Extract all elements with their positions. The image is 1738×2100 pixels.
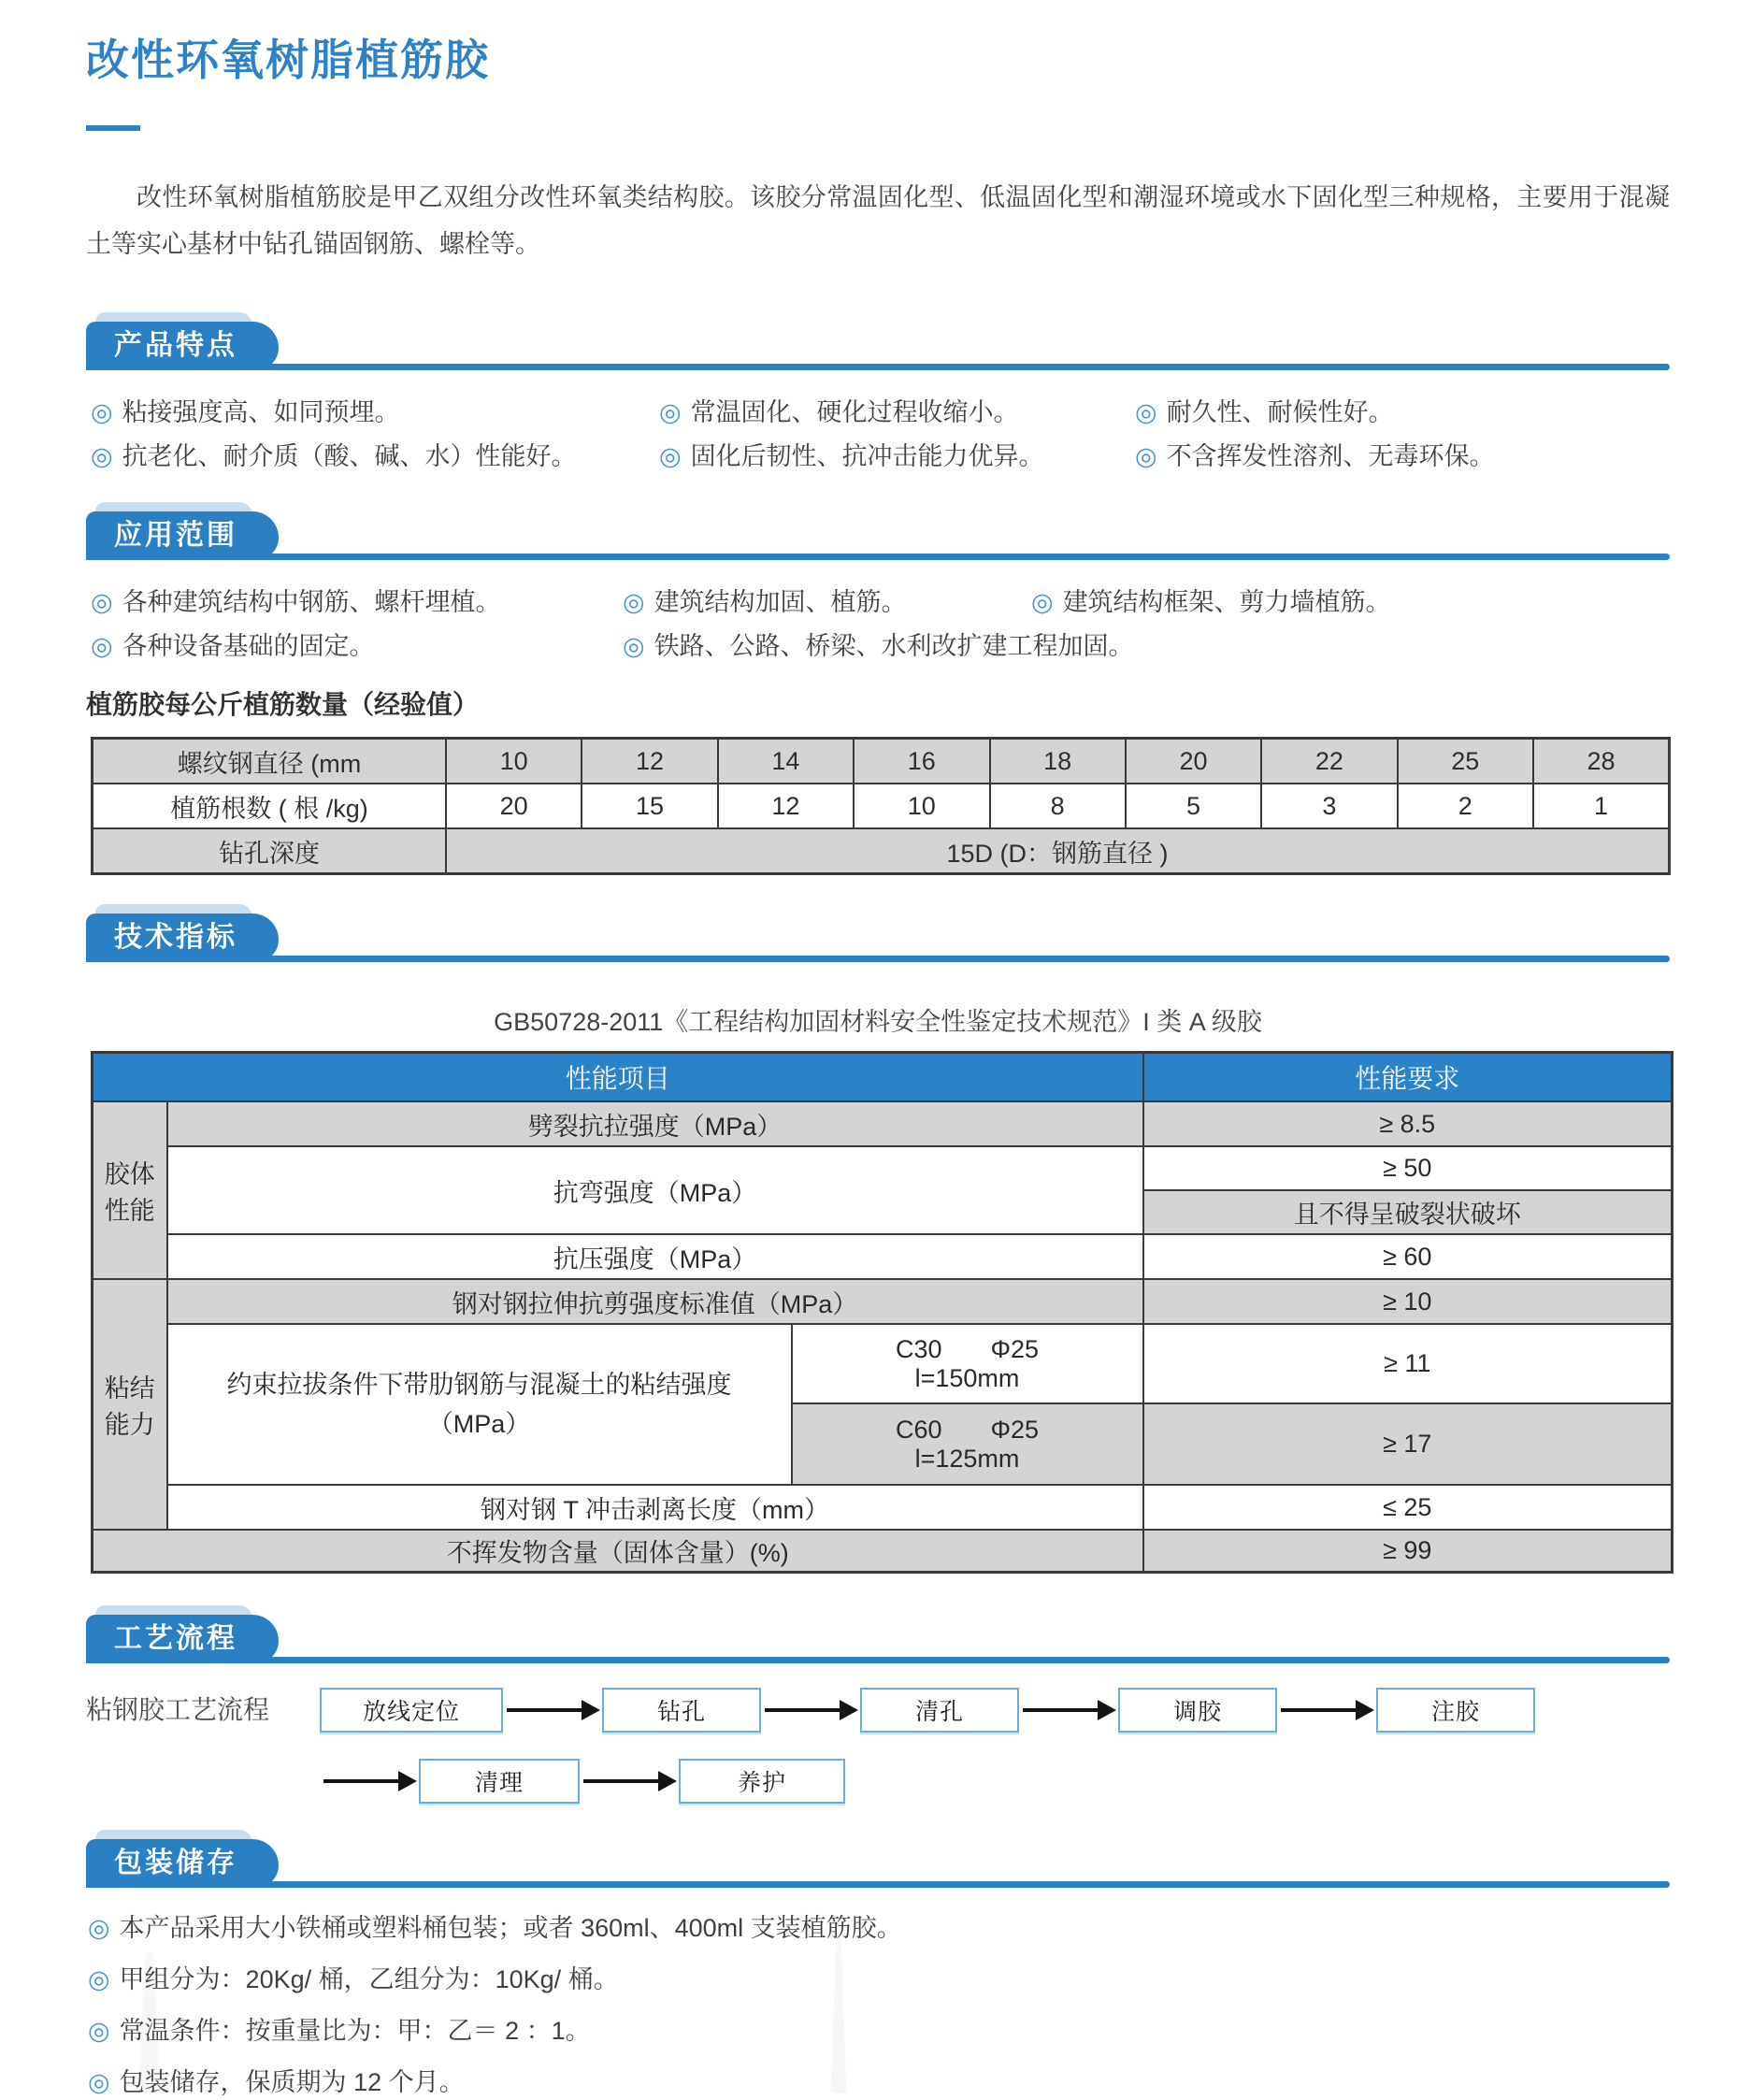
requirement-cell: ≥ 99 bbox=[1143, 1530, 1673, 1572]
arrow-right-icon bbox=[1019, 1690, 1118, 1731]
packaging-list bbox=[86, 1910, 1670, 2100]
arrow-right-icon bbox=[761, 1690, 860, 1731]
section-badge-applications: 应用范围 bbox=[86, 511, 279, 560]
bullet-icon: ◎ bbox=[1135, 398, 1157, 426]
requirement-cell: ≥ 11 bbox=[1143, 1324, 1673, 1403]
table-row bbox=[93, 1279, 1673, 1324]
cell: 10 bbox=[854, 784, 989, 828]
cell: 2 bbox=[1398, 784, 1533, 828]
list-item-text: 甲组分为：20Kg/ 桶，乙组分为：10Kg/ 桶。 bbox=[119, 1964, 619, 1993]
bullet-icon: ◎ bbox=[91, 398, 113, 426]
cell: 25 bbox=[1398, 739, 1533, 784]
concrete-grade: C30 bbox=[895, 1334, 942, 1363]
property-cell: 抗压强度（MPa） bbox=[167, 1234, 1143, 1279]
row-label: 螺纹钢直径 (mm bbox=[93, 739, 447, 784]
bullet-icon: ◎ bbox=[623, 588, 645, 616]
cell: 8 bbox=[990, 784, 1126, 828]
section-badge-tech: 技术指标 bbox=[86, 913, 279, 962]
list-item bbox=[88, 2064, 1670, 2100]
list-item-text: 不含挥发性溶剂、无毒环保。 bbox=[1166, 442, 1495, 470]
column-header: 性能项目 bbox=[93, 1053, 1143, 1102]
bullet-icon: ◎ bbox=[659, 398, 682, 426]
arrow-right-icon bbox=[1277, 1690, 1376, 1731]
section-header-packaging bbox=[86, 1833, 1670, 1888]
cell: 5 bbox=[1126, 784, 1261, 828]
list-item-text: 本产品采用大小铁桶或塑料桶包装；或者 360ml、400ml 支装植筋胶。 bbox=[119, 1913, 902, 1942]
list-item bbox=[91, 628, 623, 664]
condition-line bbox=[798, 1416, 1137, 1445]
page-title: 改性环氧树脂植筋胶 bbox=[86, 36, 490, 84]
standard-reference: GB50728-2011《工程结构加固材料安全性鉴定技术规范》I 类 A 级胶 bbox=[494, 1008, 1262, 1036]
requirement-cell: ≤ 25 bbox=[1143, 1485, 1673, 1530]
condition-cell bbox=[792, 1324, 1143, 1403]
bullet-icon: ◎ bbox=[659, 442, 682, 470]
process-flow-area bbox=[86, 1688, 1670, 1804]
table-row bbox=[93, 1146, 1673, 1190]
cell: 16 bbox=[854, 739, 989, 784]
section-badge-process: 工艺流程 bbox=[86, 1615, 279, 1663]
property-cell: 抗弯强度（MPa） bbox=[167, 1146, 1143, 1234]
list-item-text: 抗老化、耐介质（酸、碱、水）性能好。 bbox=[122, 442, 577, 470]
intro-paragraph: 改性环氧树脂植筋胶是甲乙双组分改性环氧类结构胶。该胶分常温固化型、低温固化型和潮湿环境或水下固化型三种规格，主要用于混凝土等实心基材中钻孔锚固钢筋、螺栓等。 bbox=[86, 183, 1670, 258]
table-row bbox=[93, 1485, 1673, 1530]
bar-diameter: Φ25 bbox=[990, 1415, 1040, 1444]
row-label: 植筋根数 ( 根 /kg) bbox=[93, 784, 447, 828]
cell: 1 bbox=[1533, 784, 1670, 828]
group-label: 粘结能力 bbox=[93, 1279, 167, 1530]
section-rule bbox=[86, 1881, 1670, 1888]
list-item-text: 各种建筑结构中钢筋、螺杆埋植。 bbox=[122, 588, 501, 616]
requirement-cell: 且不得呈破裂状破坏 bbox=[1143, 1190, 1673, 1234]
concrete-grade: C60 bbox=[895, 1415, 942, 1444]
flow-step: 养护 bbox=[679, 1759, 845, 1804]
list-item bbox=[1135, 395, 1670, 430]
cell: 18 bbox=[990, 739, 1126, 784]
list-item bbox=[1135, 439, 1670, 474]
group-label: 胶体性能 bbox=[93, 1101, 167, 1279]
table-header-row bbox=[93, 1053, 1673, 1102]
property-cell: 劈裂抗拉强度（MPa） bbox=[167, 1101, 1143, 1146]
table-row bbox=[93, 1101, 1673, 1146]
cell: 28 bbox=[1533, 739, 1670, 784]
flow-step: 清孔 bbox=[860, 1688, 1019, 1733]
bullet-icon: ◎ bbox=[88, 1913, 110, 1942]
table-row bbox=[93, 1530, 1673, 1572]
section-badge-packaging: 包装储存 bbox=[86, 1839, 279, 1888]
bullet-icon: ◎ bbox=[623, 632, 645, 660]
list-item bbox=[1031, 584, 1670, 620]
embed-length: l=150mm bbox=[914, 1363, 1020, 1392]
table-row bbox=[93, 828, 1670, 874]
property-cell bbox=[167, 1324, 792, 1485]
flow-step: 调胶 bbox=[1118, 1688, 1277, 1733]
cell: 12 bbox=[582, 739, 717, 784]
cell: 3 bbox=[1261, 784, 1397, 828]
cell: 22 bbox=[1261, 739, 1397, 784]
bar-diameter: Φ25 bbox=[990, 1334, 1040, 1363]
bullet-icon: ◎ bbox=[91, 442, 113, 470]
section-header-applications bbox=[86, 505, 1670, 560]
table-row bbox=[93, 739, 1670, 784]
table-row bbox=[93, 784, 1670, 828]
list-item bbox=[91, 395, 659, 430]
section-rule bbox=[86, 364, 1670, 370]
table-row bbox=[93, 1324, 1673, 1403]
list-item-text: 耐久性、耐候性好。 bbox=[1166, 398, 1394, 426]
property-cell: 不挥发物含量（固体含量）(%) bbox=[93, 1530, 1143, 1572]
bullet-icon: ◎ bbox=[88, 2016, 110, 2045]
rebar-table-caption: 植筋胶每公斤植筋数量（经验值） bbox=[86, 690, 480, 719]
cell: 10 bbox=[446, 739, 582, 784]
property-line: （MPa） bbox=[427, 1410, 531, 1438]
cell: 12 bbox=[718, 784, 854, 828]
cell: 20 bbox=[1126, 739, 1261, 784]
cell: 15 bbox=[582, 784, 717, 828]
property-cell: 钢对钢拉伸抗剪强度标准值（MPa） bbox=[167, 1279, 1143, 1324]
flow-step: 钻孔 bbox=[602, 1688, 761, 1733]
list-item bbox=[88, 2013, 1670, 2049]
list-item bbox=[623, 584, 1031, 620]
section-badge-features: 产品特点 bbox=[86, 322, 279, 370]
arrow-right-icon bbox=[580, 1761, 679, 1802]
list-item-text: 粘接强度高、如同预埋。 bbox=[122, 398, 400, 426]
product-datasheet bbox=[0, 26, 1738, 2100]
cell: 14 bbox=[718, 739, 854, 784]
list-item bbox=[88, 1962, 1670, 1997]
bullet-icon: ◎ bbox=[1031, 588, 1054, 616]
condition-line bbox=[798, 1335, 1137, 1364]
section-rule bbox=[86, 956, 1670, 962]
list-item bbox=[659, 395, 1135, 430]
list-item-text: 建筑结构加固、植筋。 bbox=[654, 588, 907, 616]
section-header-features bbox=[86, 315, 1670, 370]
cell: 20 bbox=[446, 784, 582, 828]
list-item-text: 常温固化、硬化过程收缩小。 bbox=[690, 398, 1019, 426]
section-header-tech bbox=[86, 907, 1670, 962]
row-label: 钻孔深度 bbox=[93, 828, 447, 874]
list-item bbox=[88, 1910, 1670, 1946]
requirement-cell: ≥ 17 bbox=[1143, 1403, 1673, 1485]
list-item bbox=[91, 439, 659, 474]
bullet-icon: ◎ bbox=[1135, 442, 1157, 470]
list-item bbox=[91, 584, 623, 620]
requirement-cell: ≥ 50 bbox=[1143, 1146, 1673, 1190]
arrow-right-icon bbox=[503, 1690, 602, 1731]
title-underline bbox=[86, 125, 140, 131]
column-header: 性能要求 bbox=[1143, 1053, 1673, 1102]
features-list bbox=[86, 395, 1670, 474]
list-item-text: 包装储存，保质期为 12 个月。 bbox=[119, 2067, 465, 2096]
flow-row-1 bbox=[320, 1688, 1670, 1733]
flow-step: 清理 bbox=[419, 1759, 580, 1804]
requirement-cell: ≥ 60 bbox=[1143, 1234, 1673, 1279]
applications-list bbox=[86, 584, 1670, 664]
embed-length: l=125mm bbox=[914, 1444, 1020, 1473]
bullet-icon: ◎ bbox=[91, 632, 113, 660]
list-item-text: 常温条件：按重量比为：甲：乙＝ 2 ：1。 bbox=[119, 2016, 591, 2045]
list-item-text: 铁路、公路、桥梁、水利改扩建工程加固。 bbox=[654, 632, 1134, 660]
list-item bbox=[623, 628, 1134, 664]
condition-cell bbox=[792, 1403, 1143, 1485]
flowchart bbox=[320, 1688, 1670, 1804]
list-item bbox=[659, 439, 1135, 474]
table-row bbox=[93, 1234, 1673, 1279]
bullet-icon: ◎ bbox=[91, 588, 113, 616]
tech-spec-table bbox=[91, 1051, 1673, 1574]
flow-step: 放线定位 bbox=[320, 1688, 503, 1733]
list-item-text: 建筑结构框架、剪力墙植筋。 bbox=[1062, 588, 1391, 616]
rebar-count-table bbox=[91, 737, 1671, 875]
requirement-cell: ≥ 10 bbox=[1143, 1279, 1673, 1324]
property-cell: 钢对钢 T 冲击剥离长度（mm） bbox=[167, 1485, 1143, 1530]
process-subtitle: 粘钢胶工艺流程 bbox=[86, 1694, 270, 1724]
requirement-cell: ≥ 8.5 bbox=[1143, 1101, 1673, 1146]
section-rule bbox=[86, 1657, 1670, 1663]
bullet-icon: ◎ bbox=[88, 1964, 110, 1993]
property-line: 约束拉拔条件下带肋钢筋与混凝土的粘结强度 bbox=[226, 1371, 732, 1399]
section-header-process bbox=[86, 1608, 1670, 1663]
flow-row-2 bbox=[320, 1759, 1670, 1804]
list-item-text: 各种设备基础的固定。 bbox=[122, 632, 375, 660]
arrow-right-icon bbox=[320, 1761, 419, 1802]
section-rule bbox=[86, 554, 1670, 560]
cell: 15D (D：钢筋直径 ) bbox=[446, 828, 1670, 874]
flow-step: 注胶 bbox=[1376, 1688, 1535, 1733]
bullet-icon: ◎ bbox=[88, 2067, 110, 2096]
list-item-text: 固化后韧性、抗冲击能力优异。 bbox=[690, 442, 1044, 470]
